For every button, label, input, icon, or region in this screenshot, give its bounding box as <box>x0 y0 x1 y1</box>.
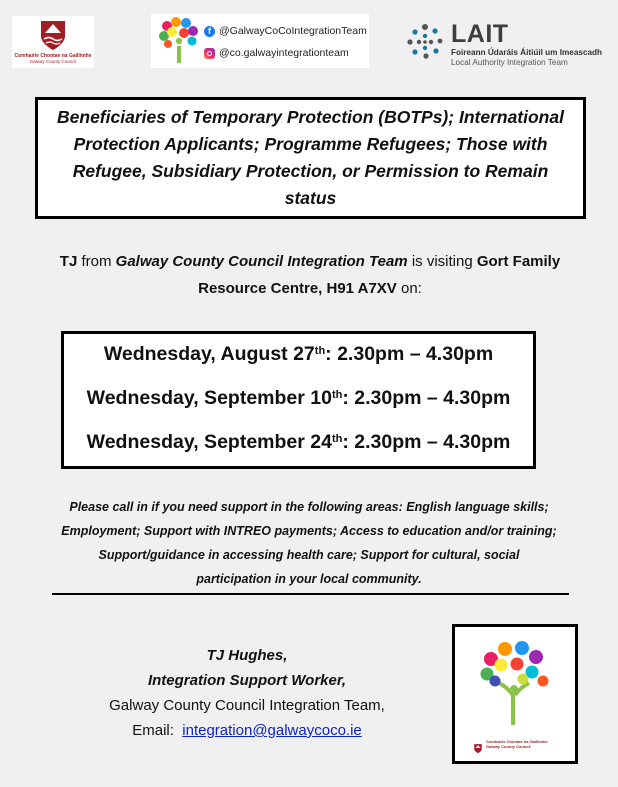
divider <box>52 593 569 595</box>
intro-visiting: is visiting <box>411 253 473 270</box>
instagram-icon <box>204 48 215 59</box>
lait-logo <box>405 20 605 68</box>
council-crest-icon <box>37 18 69 52</box>
contact-team: Galway County Council Integration Team, <box>109 697 385 714</box>
footer-logo-name-irish: Comhairle Chontae na Gaillimhe <box>486 738 548 744</box>
lait-subtitle-irish: Foireann Údaráis Áitiúil um Imeascadh <box>451 48 603 57</box>
contact-block <box>80 643 414 743</box>
facebook-handle[interactable] <box>204 25 367 37</box>
support-areas-text: Please call in if you need support in the following areas: English language skills; Employment; Support with INTREO payments; Access to education and/or training; Support/guidance in accessing health care; Support for cultural, social participation in your local community. <box>61 500 557 586</box>
footer-logo-name-english: Galway County Council <box>486 743 531 749</box>
email-label: Email: <box>132 722 174 739</box>
contact-name: TJ Hughes, <box>206 647 288 664</box>
audience-text: Beneficiaries of Temporary Protection (BOTPs); International Protection Applicants; Programme Refugees; Those with Refugee, Subsidiary Protection, or Permission to Remain status <box>57 107 564 208</box>
instagram-handle[interactable] <box>204 47 349 59</box>
council-logo-name-english: Galway County Council <box>29 59 77 64</box>
council-crest-icon <box>473 743 483 754</box>
hands-tree-icon <box>477 637 553 729</box>
dates-box <box>61 331 536 469</box>
visitor-team: Galway County Council Integration Team <box>115 253 408 270</box>
visit-venue: Gort Family Resource Centre, H91 A7XV <box>198 253 561 297</box>
audience-box <box>35 97 586 219</box>
visit-date: Wednesday, September 24th: 2.30pm – 4.30pm <box>86 431 511 453</box>
email-link[interactable]: integration@galwaycoco.ie <box>182 722 362 739</box>
facebook-icon: f <box>204 26 215 37</box>
footer-logo-caption <box>473 733 548 754</box>
hands-tree-icon <box>157 16 201 66</box>
contact-role: Integration Support Worker, <box>147 672 347 689</box>
lait-dots-icon <box>405 22 445 62</box>
integration-team-logo <box>452 624 578 764</box>
visitor-name: TJ <box>59 253 78 270</box>
visit-intro <box>40 248 580 302</box>
visit-date: Wednesday, September 10th: 2.30pm – 4.30pm <box>86 387 511 409</box>
galway-county-council-logo <box>12 16 94 68</box>
lait-subtitle-english: Local Authority Integration Team <box>451 58 568 67</box>
intro-on: on: <box>401 280 422 297</box>
visit-date: Wednesday, August 27th: 2.30pm – 4.30pm <box>103 343 494 365</box>
intro-from: from <box>81 253 112 270</box>
contact-email-line <box>80 718 414 743</box>
instagram-handle-text: @co.galwayintegrationteam <box>219 47 349 59</box>
council-logo-name-irish: Comhairle Chontae na Gaillimhe <box>14 53 92 59</box>
facebook-handle-text: @GalwayCoCoIntegrationTeam <box>219 25 367 37</box>
lait-title: LAIT <box>451 20 509 48</box>
social-media-banner <box>151 14 369 68</box>
